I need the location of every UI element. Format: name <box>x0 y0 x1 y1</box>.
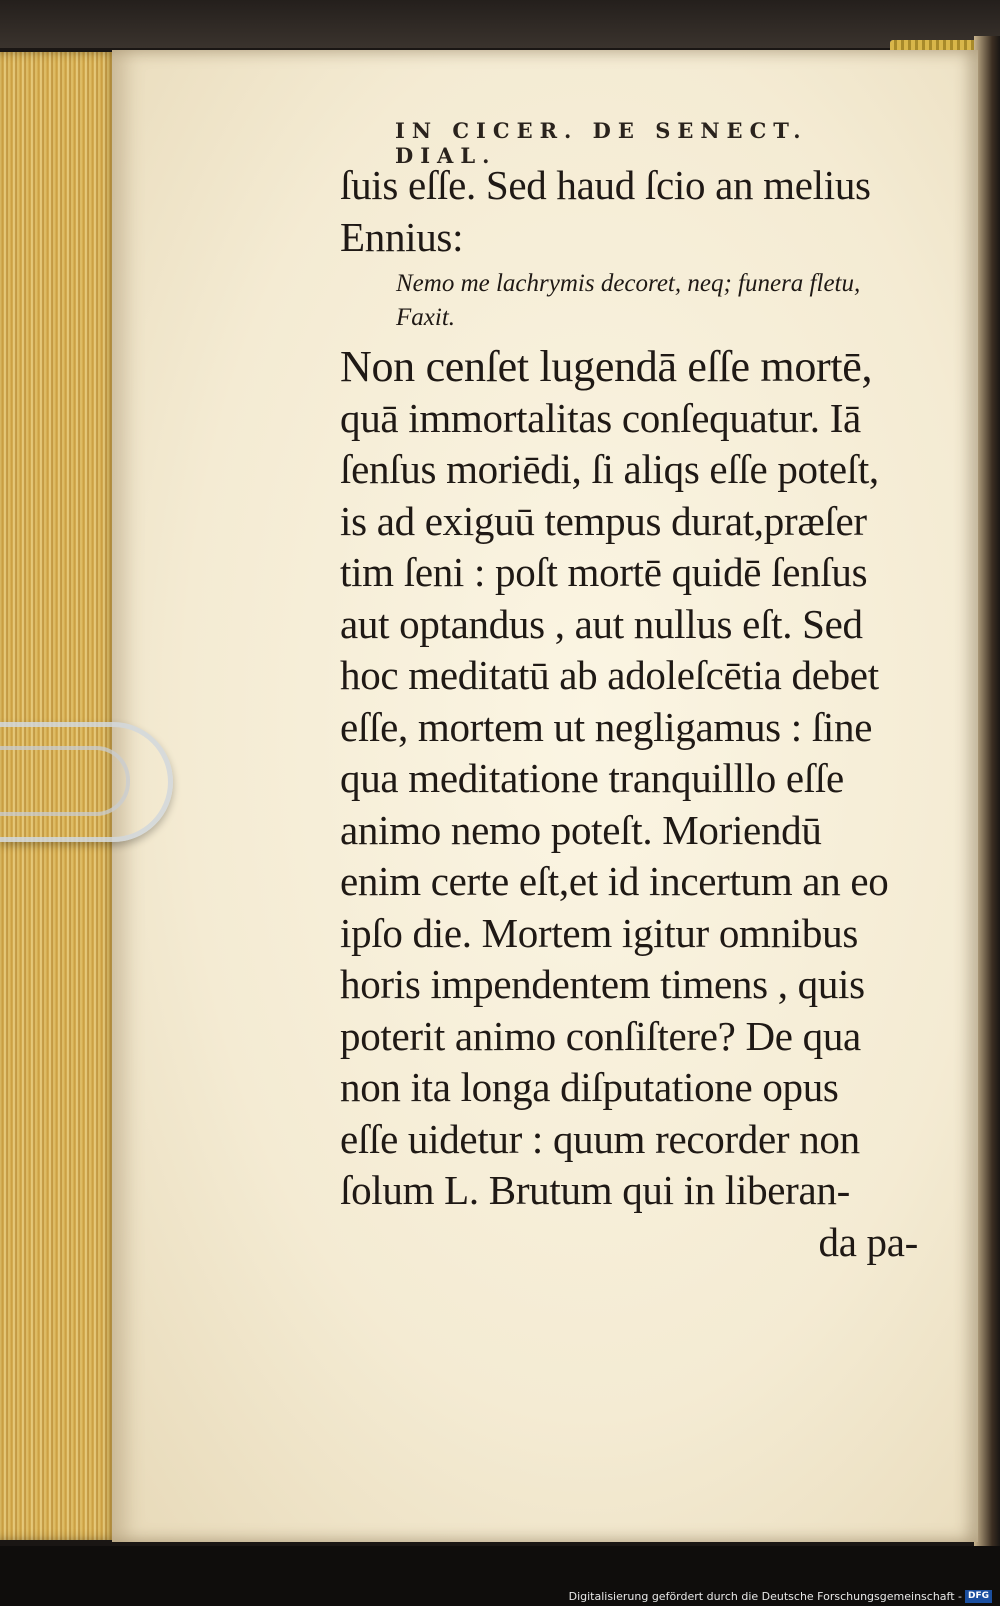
paragraph-line: non ita longa diſputatione opus <box>340 1064 839 1110</box>
paragraph-line: ipſo die. Mortem igitur omnibus <box>340 909 858 956</box>
paragraph-line: enim certe eſt,et id incertum an eo <box>340 858 889 904</box>
paragraph-line: tim ſeni : poſt mortē quidē ſenſus <box>340 549 868 595</box>
paragraph-line: ſolum L. Brutum qui in liberan- <box>340 1167 850 1213</box>
catchword: da pa- <box>818 1218 918 1265</box>
verse-line: Faxit. <box>396 304 456 331</box>
digitization-credit <box>569 1590 992 1603</box>
paragraph-line: poterit animo conſiſtere? De qua <box>340 1012 861 1059</box>
paragraph-line: horis impendentem timens , quis <box>340 961 865 1007</box>
paragraph-line: eſſe uidetur : quum recorder non <box>340 1115 860 1162</box>
text-line: ſuis eſſe. Sed haud ſcio an melius <box>340 162 871 208</box>
verse-line: Nemo me lachrymis decoret, neq; funera fletu, <box>396 270 861 297</box>
page-text <box>340 160 940 1268</box>
paragraph-line: qua meditatione tranquilllo eſſe <box>340 755 844 801</box>
paragraph-line: animo nemo poteſt. Moriendū <box>340 806 822 853</box>
paragraph-line: quā immortalitas conſequatur. Iā <box>340 394 861 441</box>
verse-quotation <box>340 267 940 335</box>
running-head: IN CICER. DE SENECT. DIAL. <box>395 118 808 168</box>
paragraph-line: ſenſus moriēdi, ſi aliqs eſſe poteſt, <box>340 446 879 492</box>
paragraph-line: is ad exiguū tempus durat,præſer <box>340 497 867 544</box>
page-clip-inner <box>0 746 130 816</box>
credit-text: Digitalisierung gefördert durch die Deutsche Forschungsgemeinschaft - <box>568 1590 962 1603</box>
dfg-logo-icon: DFG <box>965 1590 992 1603</box>
scan-top-background <box>0 0 1000 48</box>
paragraph-line: hoc meditatū ab adoleſcētia debet <box>340 652 879 698</box>
paragraph-line: Non cenſet lugendā eſſe mortē, <box>340 342 873 391</box>
text-line: Ennius: <box>340 213 464 260</box>
paragraph-line: eſſe, mortem ut negligamus : ſine <box>340 703 873 750</box>
paragraph-line: aut optandus , aut nullus eſt. Sed <box>340 600 863 647</box>
